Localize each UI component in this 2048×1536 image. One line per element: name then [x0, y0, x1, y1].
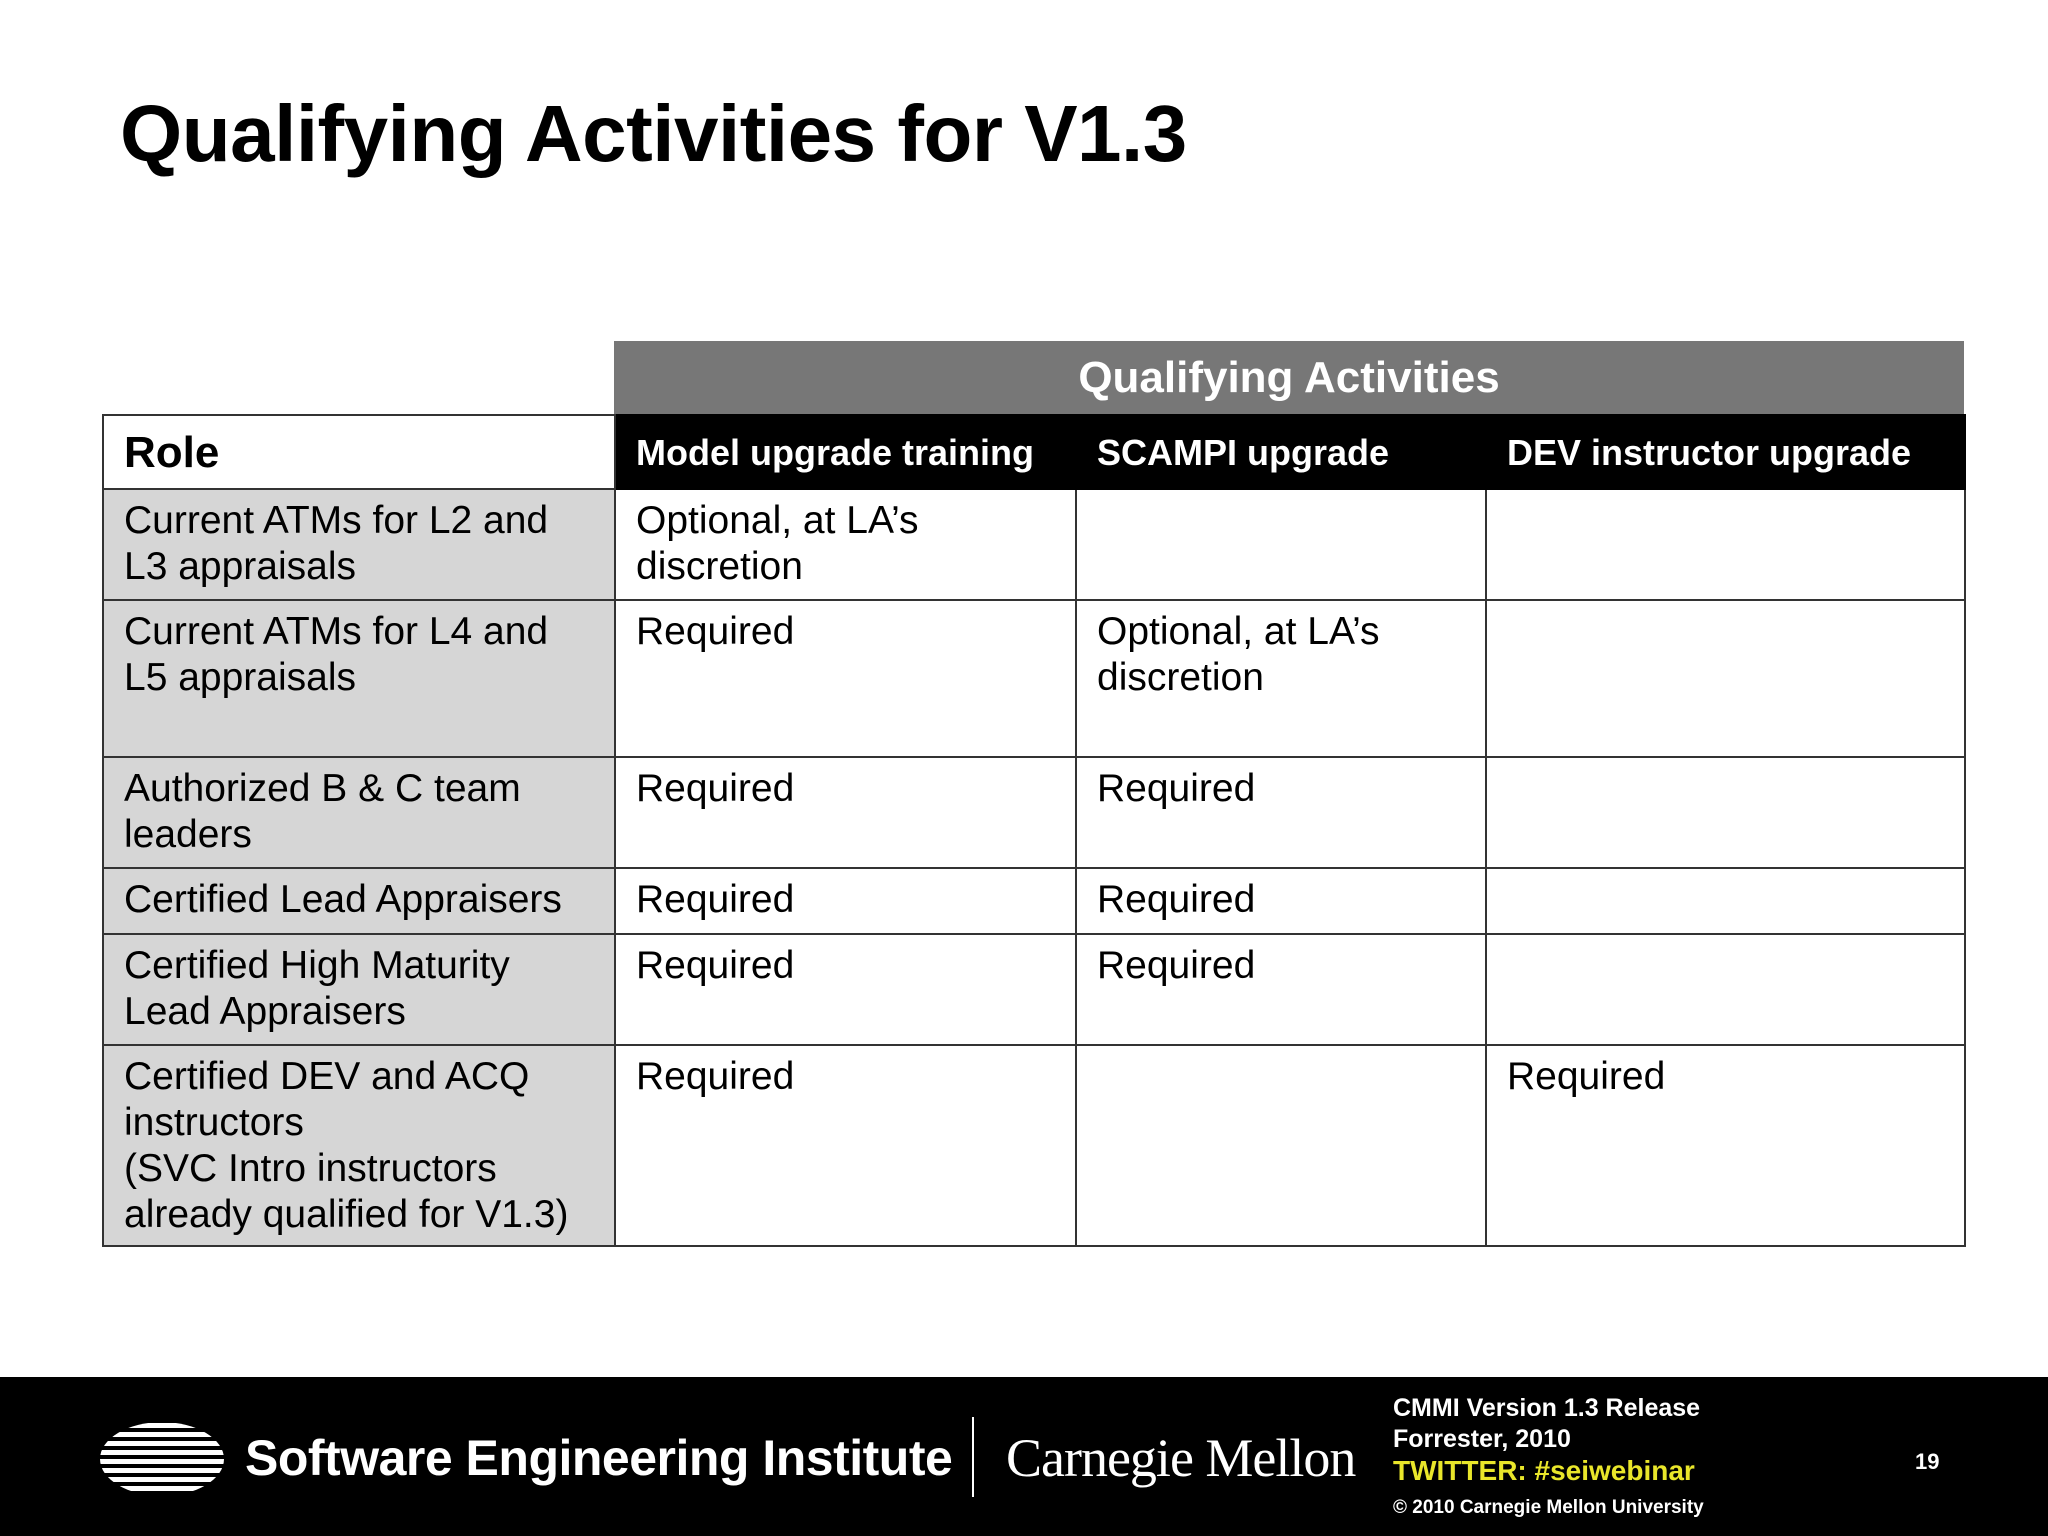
dev-instructor-upgrade-cell	[1486, 1045, 1965, 1246]
cell-line: Optional, at LA’s	[636, 499, 919, 542]
cell-line: Required	[1097, 767, 1256, 810]
role-line: Certified DEV and ACQ	[124, 1055, 530, 1098]
copyright: © 2010 Carnegie Mellon University	[1393, 1497, 1704, 1518]
column-header-dev-instructor-upgrade: DEV instructor upgrade	[1486, 415, 1965, 489]
column-header-model-upgrade-training: Model upgrade training	[615, 415, 1076, 489]
table-row	[103, 868, 1965, 934]
scampi-upgrade-cell	[1076, 600, 1486, 757]
table-row	[103, 600, 1965, 757]
sei-striped-globe-icon	[98, 1421, 226, 1497]
role-line: Certified Lead Appraisers	[124, 878, 562, 921]
scampi-upgrade-cell	[1076, 1045, 1486, 1246]
page-number: 19	[1915, 1449, 1940, 1474]
model-upgrade-cell	[615, 1045, 1076, 1246]
model-upgrade-cell	[615, 934, 1076, 1045]
role-cell	[103, 934, 615, 1045]
dev-instructor-upgrade-cell	[1486, 868, 1965, 934]
table-row	[103, 1045, 1965, 1246]
role-cell	[103, 1045, 615, 1246]
footer-bar	[0, 1377, 2048, 1536]
scampi-upgrade-cell	[1076, 757, 1486, 868]
model-upgrade-cell	[615, 489, 1076, 600]
cell-line: Required	[1097, 944, 1256, 987]
scampi-upgrade-cell	[1076, 868, 1486, 934]
cell-line: Required	[1097, 878, 1256, 921]
role-line: L3 appraisals	[124, 545, 356, 588]
slide-title: Qualifying Activities for V1.3	[120, 89, 1187, 178]
scampi-upgrade-cell	[1076, 934, 1486, 1045]
dev-instructor-upgrade-cell	[1486, 757, 1965, 868]
model-upgrade-cell	[615, 868, 1076, 934]
role-cell	[103, 600, 615, 757]
cell-line: Required	[1507, 1055, 1666, 1098]
role-line: leaders	[124, 813, 252, 856]
cell-line: Required	[636, 767, 795, 810]
sei-name: Software Engineering Institute	[245, 1430, 953, 1486]
role-cell	[103, 868, 615, 934]
table-row	[103, 489, 1965, 600]
model-upgrade-cell	[615, 600, 1076, 757]
table-row	[103, 934, 1965, 1045]
dev-instructor-upgrade-cell	[1486, 489, 1965, 600]
table-row	[103, 757, 1965, 868]
role-line: L5 appraisals	[124, 656, 356, 699]
role-column-header: Role	[103, 415, 615, 489]
model-upgrade-cell	[615, 757, 1076, 868]
cell-line: Required	[636, 944, 795, 987]
cell-line: Required	[636, 1055, 795, 1098]
cell-line: Required	[636, 610, 795, 653]
cell-line: Required	[636, 878, 795, 921]
role-line: instructors	[124, 1101, 304, 1144]
role-line: already qualified for V1.3)	[124, 1193, 569, 1236]
role-line: Current ATMs for L2 and	[124, 499, 549, 542]
cell-line: Optional, at LA’s	[1097, 610, 1380, 653]
role-line: Lead Appraisers	[124, 990, 406, 1033]
column-header-scampi-upgrade: SCAMPI upgrade	[1076, 415, 1486, 489]
role-line: Certified High Maturity	[124, 944, 510, 987]
cmu-wordmark: Carnegie Mellon	[1006, 1428, 1356, 1488]
qualifying-activities-table	[102, 414, 1966, 1247]
qualifying-activities-header: Qualifying Activities	[614, 341, 1964, 415]
role-cell	[103, 489, 615, 600]
role-line: (SVC Intro instructors	[124, 1147, 497, 1190]
release-line: CMMI Version 1.3 Release	[1393, 1394, 1701, 1422]
role-line: Current ATMs for L4 and	[124, 610, 549, 653]
dev-instructor-upgrade-cell	[1486, 600, 1965, 757]
release-info	[1393, 1393, 1704, 1523]
twitter-hashtag: TWITTER: #seiwebinar	[1393, 1455, 1695, 1486]
role-line: Authorized B & C team	[124, 767, 521, 810]
role-cell	[103, 757, 615, 868]
cell-line: discretion	[636, 545, 803, 588]
release-line: Forrester, 2010	[1393, 1425, 1571, 1453]
cell-line: discretion	[1097, 656, 1264, 699]
dev-instructor-upgrade-cell	[1486, 934, 1965, 1045]
footer-divider	[972, 1417, 974, 1497]
scampi-upgrade-cell	[1076, 489, 1486, 600]
